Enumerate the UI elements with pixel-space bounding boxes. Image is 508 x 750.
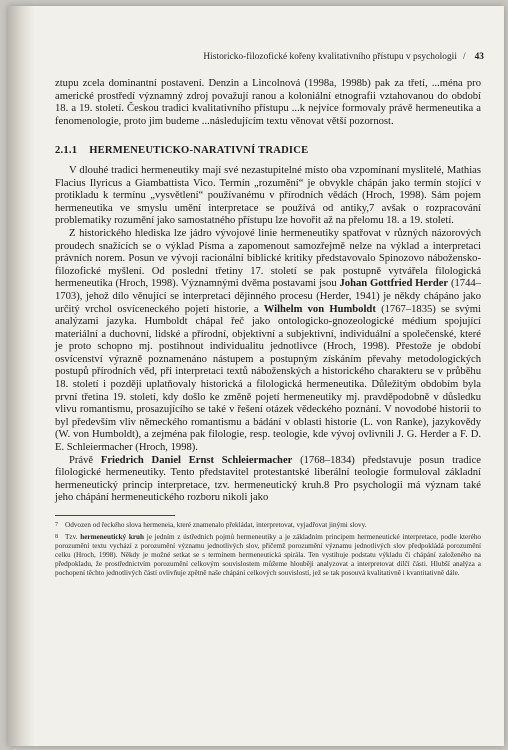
footnote-8 <box>55 533 481 578</box>
section-number: 2.1.1 <box>55 145 78 157</box>
footnotes <box>55 521 481 579</box>
page-number: 43 <box>474 52 484 62</box>
body-text <box>55 78 481 582</box>
running-header <box>138 52 484 62</box>
paragraph-history <box>55 228 481 455</box>
name-schleiermacher: Friedrich Daniel Ernst Schleiermacher <box>100 454 293 466</box>
footnote-7-mark: 7 <box>55 522 58 528</box>
footnote-7 <box>55 521 481 530</box>
footnote-8-lead: Tzv. <box>65 533 81 542</box>
name-humboldt: Wilhelm von Humboldt <box>263 303 376 315</box>
running-title: Historicko-filozofické kořeny kvalitativního přístupu v psychologii <box>203 52 457 62</box>
paragraph-schleiermacher <box>55 455 481 505</box>
footnote-7-text: Odvozen od řeckého slova hermeneia, které znamenalo překládat, interpretovat, vyjadřovat jinými slovy. <box>65 521 367 529</box>
paragraph-history-a: Z historického hlediska lze jádro vývojové linie hermeneutiky spatřovat v různých názorových proudech snažících se o výklad Písma a zapomenout samozřejmě nelze na výklad a interpretaci právních norem. Posun ve vývoji racionální biblické kritiky představovalo Spinozovo nábožensko-filozofické myšlení. Od poslední třetiny 17. století se pak postupně vytvářela filologická hermeneutika (Hroch, 1998). Významnými dvěma postavami jsou <box>55 227 481 290</box>
footnote-8-mark: 8 <box>55 534 58 541</box>
footnote-divider <box>55 515 175 516</box>
paragraph-schleiermacher-b: (1768–1834) představuje posun tradice filologické hermeneutiky. Tento představitel protestantské liberální teologie formuloval základní hermeneutický princip interpretace, tzv. hermeneutický kruh.8 Pro psychologii má význam také jeho chápání hermeneutického rozboru nikoli jako <box>55 454 481 504</box>
document-page <box>8 6 504 746</box>
paragraph-hermeneutics: V dlouhé tradici hermeneutiky mají své nezastupitelné místo oba vzpomínaní myslitelé, Mathias Flacius Ilyricus a Giambattista Vico. Termín „rozumění“ je obvykle chápán jako termín stojící v protikladu k termínu „vysvětlení“ používanému v přírodních vědách (Hroch, 1998). Sám pojem hermeneutika ve smyslu umění interpretace se používá od antiky,7 avšak o rozpracování problematiky rozumění jako samostatného přístupu lze hovořit až na přelomu 18. a 19. století. <box>55 164 481 227</box>
paragraph-intro: ztupu zcela dominantní postavení. Denzin a Lincolnová (1998a, 1998b) pak za třetí, ...ména pro americké prostředí významný zdroj považují ranou a koloniální etnografii vztahovanou do období 18. a 19. století. Českou tradici kvalitativního přístupu ...k nejvíce formovaly právě hermeneutika a fenomenologie, proto jim budeme ...následujícím textu věnovat větší pozornost. <box>55 78 481 127</box>
section-heading <box>55 145 481 158</box>
paragraph-history-b: (1744–1703), jehož dílo věnující se interpretaci dějinného procesu (Herder, 1941) je někdy chápáno jako určitý vrchol osvíceneckého pojetí historie, a <box>55 278 481 315</box>
page-gutter-shadow <box>8 6 34 746</box>
paragraph-schleiermacher-a: Právě <box>69 454 101 466</box>
section-title: HERMENEUTICKO-NARATIVNÍ TRADICE <box>89 145 309 157</box>
footnote-8-term: hermeneutický kruh <box>80 533 145 542</box>
name-herder: Johan Gottfried Herder <box>339 278 449 290</box>
footnote-8-text: je jedním z ústředních pojmů hermeneutiky a je základním principem hermeneutické interpretace, podle kterého porozumění textu vychází z porozumění významu jednotlivých slov, přičemž porozumění významu jednotlivých slov předpokládá porozumění celku (Hroch, 1998). Někdy je možné setkat se s termínem hermeneutická spirála. Ten vystihuje podstatu výkladu či chápání založeného na předpokladu, že prostřednictvím porozumění celkovým souvislostem můžeme hlouběji analyzovat a interpretovat dílčí části. Hlubší analýza a pochopení těchto jednotlivých částí ovlivňuje zpětně naše chápání celkových souvislostí, jež se tak posouvá kvalitativně i kvantitativně dále. <box>55 533 482 578</box>
paragraph-history-c: (1767–1835) se svými analýzami jazyka. Humboldt chápal řeč jako ontologicko-gnozeologické médium spojující materiální a duchovní, lidské a přírodní, objektivní a subjektivní, individuální a společenské, které je proto schopno mj. postihnout individualitu jednotlivce (Hroch, 1998). Přestože je období osvícenství výrazně poznamenáno nástupem a postupným získáním převahy metodologických postupů přírodních věd, při interpretaci textů náboženských a historického charakteru se v průběhu 18. století i později uplatňovaly historická a filologická hermeneutika. Důležitým obdobím byla první třetina 19. století, kdy došlo ke změně pojetí hermeneutiky mj. pravděpodobně v důsledku vlivu romantismu, prosazujícího se také v řešení otázek vědeckého poznání. V novodobé historii to byl především vliv německého romantismu a bádání v oblasti historie (L. von Ranke), jazykovědy (W. von Humboldt), a zejména pak filologie, resp. teologie, kde vývoj ovlivnili J. G. Herder a F. D. E. Schleiermacher (Hroch, 1998). <box>55 303 481 454</box>
header-separator: / <box>462 52 466 62</box>
